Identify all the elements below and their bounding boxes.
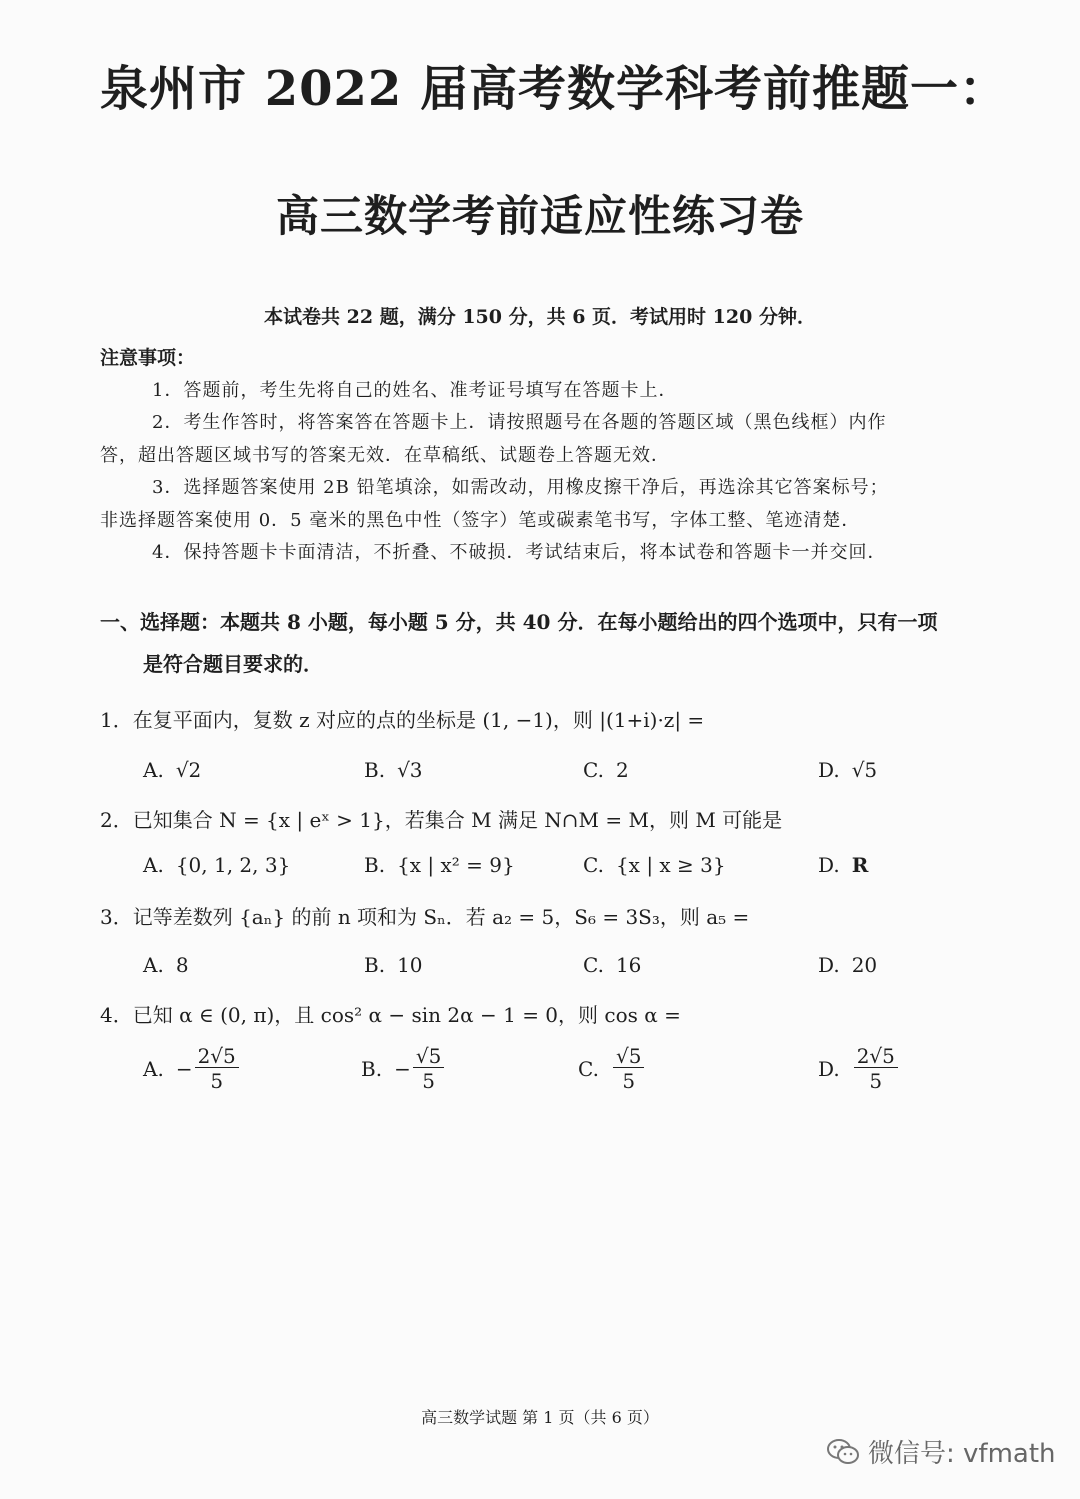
option-1c: C. 2: [583, 758, 629, 782]
watermark: [826, 1433, 1056, 1470]
note-line: 2．考生作答时，将答案答在答题卡上．请按照题号在各题的答题区域（黑色线框）内作: [152, 412, 887, 433]
option-4c: C. $\frac{√5}{5}$: [578, 1045, 644, 1092]
note-line: 1．答题前，考生先将自己的姓名、准考证号填写在答题卡上．: [152, 380, 678, 401]
option-2b: B. {x | x² = 9}: [364, 853, 515, 877]
exam-info: 本试卷共 22 题，满分 150 分，共 6 页．考试用时 120 分钟．: [264, 306, 816, 328]
option-4a: A. − $\frac{2√5}{5}$: [143, 1045, 239, 1092]
fraction: $\frac{√5}{5}$: [613, 1045, 644, 1092]
question-4: 4．已知 α ∈ (0, π)，且 cos² α − sin 2α − 1 = 0，则 cos α =: [100, 1003, 681, 1027]
option-3d: D. 20: [818, 953, 878, 977]
question-3: 3．记等差数列 {aₙ} 的前 n 项和为 Sₙ．若 a₂ = 5，S₆ = 3S₃，则 a₅ =: [100, 905, 750, 929]
notes-heading: 注意事项：: [100, 347, 196, 369]
option-1a: A. √2: [143, 758, 202, 782]
option-1b: B. √3: [364, 758, 423, 782]
option-2d: D. R: [818, 853, 869, 877]
option-4b: B. − $\frac{√5}{5}$: [361, 1045, 444, 1092]
option-3b: B. 10: [364, 953, 423, 977]
section-heading-cont: 是符合题目要求的．: [143, 652, 323, 676]
watermark-text: 微信号: vfmath: [868, 1439, 1056, 1469]
fraction: $\frac{2√5}{5}$: [854, 1045, 898, 1092]
section-heading: 一、选择题：本题共 8 小题，每小题 5 分，共 40 分．在每小题给出的四个选项中，只有一项: [100, 610, 938, 634]
note-line: 4．保持答题卡卡面清洁，不折叠、不破损．考试结束后，将本试卷和答题卡一并交回．: [152, 542, 887, 563]
fraction: $\frac{√5}{5}$: [413, 1045, 444, 1092]
option-4d: D. $\frac{2√5}{5}$: [818, 1045, 898, 1092]
exam-subtitle: 高三数学考前适应性练习卷: [276, 192, 804, 242]
option-2c: C. {x | x ≥ 3}: [583, 853, 726, 877]
note-line: 答，超出答题区域书写的答案无效．在草稿纸、试题卷上答题无效．: [100, 445, 670, 466]
option-3a: A. 8: [143, 953, 189, 977]
question-2: 2．已知集合 N = {x | eˣ > 1}，若集合 M 满足 N∩M = M，则 M 可能是: [100, 808, 783, 832]
exam-title: 泉州市 2022 届高考数学科考前推题一：: [100, 61, 1009, 117]
fraction: $\frac{2√5}{5}$: [195, 1045, 239, 1092]
wechat-icon: [826, 1437, 860, 1467]
page-footer: 高三数学试题 第 1 页（共 6 页）: [421, 1408, 659, 1427]
note-line: 非选择题答案使用 0．5 毫米的黑色中性（签字）笔或碳素笔书写，字体工整、笔迹清楚．: [100, 510, 861, 531]
option-3c: C. 16: [583, 953, 642, 977]
note-line: 3．选择题答案使用 2B 铅笔填涂，如需改动，用橡皮擦干净后，再选涂其它答案标号；: [152, 477, 889, 498]
question-1: 1．在复平面内，复数 z 对应的点的坐标是 (1, −1)，则 |(1+i)·z| =: [100, 708, 705, 732]
option-2a: A. {0, 1, 2, 3}: [143, 853, 291, 877]
option-1d: D. √5: [818, 758, 878, 782]
